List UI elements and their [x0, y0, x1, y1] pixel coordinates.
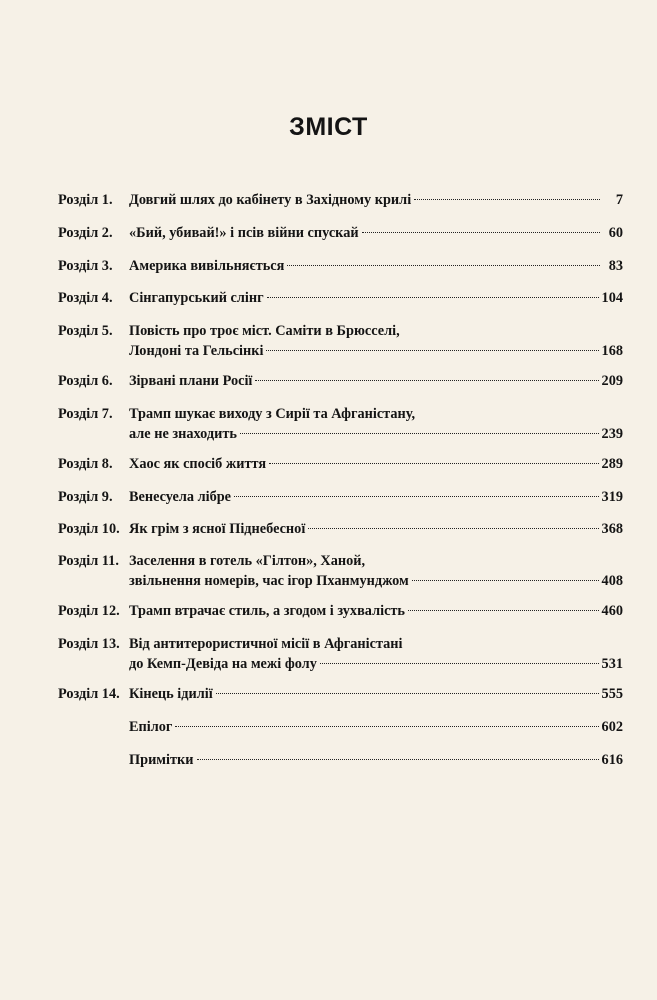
chapter-title-text: Повість про троє міст. Саміти в Брюсселі,	[129, 323, 400, 339]
page-number: 319	[601, 489, 623, 505]
chapter-label: Розділ 9.	[58, 489, 113, 505]
page-title: ЗМІСТ	[289, 113, 368, 141]
chapter-title-line	[129, 634, 623, 654]
dot-leader	[216, 693, 599, 694]
chapter-label: Розділ 3.	[58, 258, 113, 274]
chapter-label: Розділ 11.	[58, 553, 119, 569]
chapter-label: Розділ 5.	[58, 323, 113, 339]
chapter-title-block	[129, 454, 623, 474]
chapter-label: Розділ 10.	[58, 521, 120, 537]
chapter-title-text: Як грім з ясної Піднебесної	[129, 521, 306, 537]
chapter-title-block	[129, 190, 623, 210]
chapter-title-block	[129, 404, 623, 444]
chapter-title-line	[129, 341, 623, 361]
chapter-title-line	[129, 190, 623, 210]
page-number: 531	[601, 656, 623, 672]
dot-leader	[287, 265, 600, 266]
page-number: 209	[601, 373, 623, 389]
page-number: 368	[601, 521, 623, 537]
dot-leader	[255, 380, 598, 381]
chapter-title-line	[129, 571, 623, 591]
chapter-title-text: Заселення в готель «Гілтон», Ханой,	[129, 553, 366, 569]
chapter-title-block	[129, 487, 623, 507]
chapter-title-text: Америка вивільняється	[129, 258, 285, 274]
chapter-title-text: Від антитерористичної місії в Афганістані	[129, 636, 403, 652]
chapter-title-text: але не знаходить	[129, 426, 237, 442]
chapter-label: Розділ 7.	[58, 406, 113, 422]
chapter-title-block	[129, 684, 623, 704]
page-number: 60	[608, 225, 623, 241]
chapter-label: Розділ 1.	[58, 192, 113, 208]
page-number: 104	[601, 290, 623, 306]
page-number: 289	[601, 456, 623, 472]
page-number: 168	[601, 343, 623, 359]
chapter-title-line	[129, 288, 623, 308]
dot-leader	[266, 350, 598, 351]
chapter-title-line	[129, 519, 623, 539]
chapter-title-line	[129, 487, 623, 507]
chapter-title-text: Хаос як спосіб життя	[129, 456, 267, 472]
chapter-title-text: Лондоні та Гельсінкі	[129, 343, 264, 359]
chapter-title-text: Венесуела лібре	[129, 489, 232, 505]
dot-leader	[175, 726, 598, 727]
chapter-title-line	[129, 601, 623, 621]
chapter-label: Розділ 6.	[58, 373, 113, 389]
chapter-title-line	[129, 717, 623, 737]
dot-leader	[412, 580, 599, 581]
dot-leader	[308, 528, 598, 529]
page-number: 239	[601, 426, 623, 442]
chapter-title-block	[129, 321, 623, 361]
chapter-title-text: Примітки	[129, 752, 194, 768]
dot-leader	[408, 610, 599, 611]
chapter-title-text: Сінгапурський слінг	[129, 290, 264, 306]
chapter-title-block	[129, 551, 623, 591]
chapter-title-text: звільнення номерів, час ігор Пханмунджом	[129, 573, 409, 589]
dot-leader	[320, 663, 599, 664]
chapter-title-block	[129, 371, 623, 391]
chapter-title-text: Зірвані плани Росії	[129, 373, 253, 389]
chapter-title-line	[129, 684, 623, 704]
chapter-title-text: «Бий, убивай!» і псів війни спускай	[129, 225, 359, 241]
chapter-label: Розділ 2.	[58, 225, 113, 241]
page-number: 555	[601, 686, 623, 702]
chapter-title-block	[129, 601, 623, 621]
chapter-title-block	[129, 519, 623, 539]
chapter-title-text: Трамп втрачає стиль, а згодом і зухвалість	[129, 603, 405, 619]
chapter-title-line	[129, 371, 623, 391]
page-number: 83	[608, 258, 623, 274]
chapter-title-line	[129, 404, 623, 424]
chapter-title-block	[129, 223, 623, 243]
chapter-title-line	[129, 454, 623, 474]
chapter-title-text: Епілог	[129, 719, 173, 735]
chapter-label: Розділ 13.	[58, 636, 120, 652]
chapter-title-block	[129, 634, 623, 674]
chapter-title-line	[129, 551, 623, 571]
chapter-title-text: Довгий шлях до кабінету в Західному крилі	[129, 192, 412, 208]
chapter-label: Розділ 12.	[58, 603, 120, 619]
page-number: 408	[601, 573, 623, 589]
dot-leader	[362, 232, 600, 233]
chapter-label: Розділ 14.	[58, 686, 120, 702]
chapter-label: Розділ 4.	[58, 290, 113, 306]
chapter-title-line	[129, 223, 623, 243]
chapter-label: Розділ 8.	[58, 456, 113, 472]
chapter-title-text: до Кемп-Девіда на межі фолу	[129, 656, 317, 672]
dot-leader	[197, 759, 599, 760]
chapter-title-line	[129, 321, 623, 341]
chapter-title-text: Кінець ідилії	[129, 686, 213, 702]
chapter-title-line	[129, 750, 623, 770]
dot-leader	[234, 496, 599, 497]
page-number: 7	[615, 192, 623, 208]
chapter-title-block	[129, 750, 623, 770]
dot-leader	[267, 297, 599, 298]
page-number: 602	[601, 719, 623, 735]
dot-leader	[414, 199, 600, 200]
chapter-title-block	[129, 256, 623, 276]
page-number: 460	[601, 603, 623, 619]
page-number: 616	[601, 752, 623, 768]
chapter-title-block	[129, 288, 623, 308]
chapter-title-line	[129, 256, 623, 276]
chapter-title-line	[129, 424, 623, 444]
chapter-title-block	[129, 717, 623, 737]
dot-leader	[240, 433, 599, 434]
chapter-title-line	[129, 654, 623, 674]
chapter-title-text: Трамп шукає виходу з Сирії та Афганістану,	[129, 406, 416, 422]
dot-leader	[269, 463, 598, 464]
